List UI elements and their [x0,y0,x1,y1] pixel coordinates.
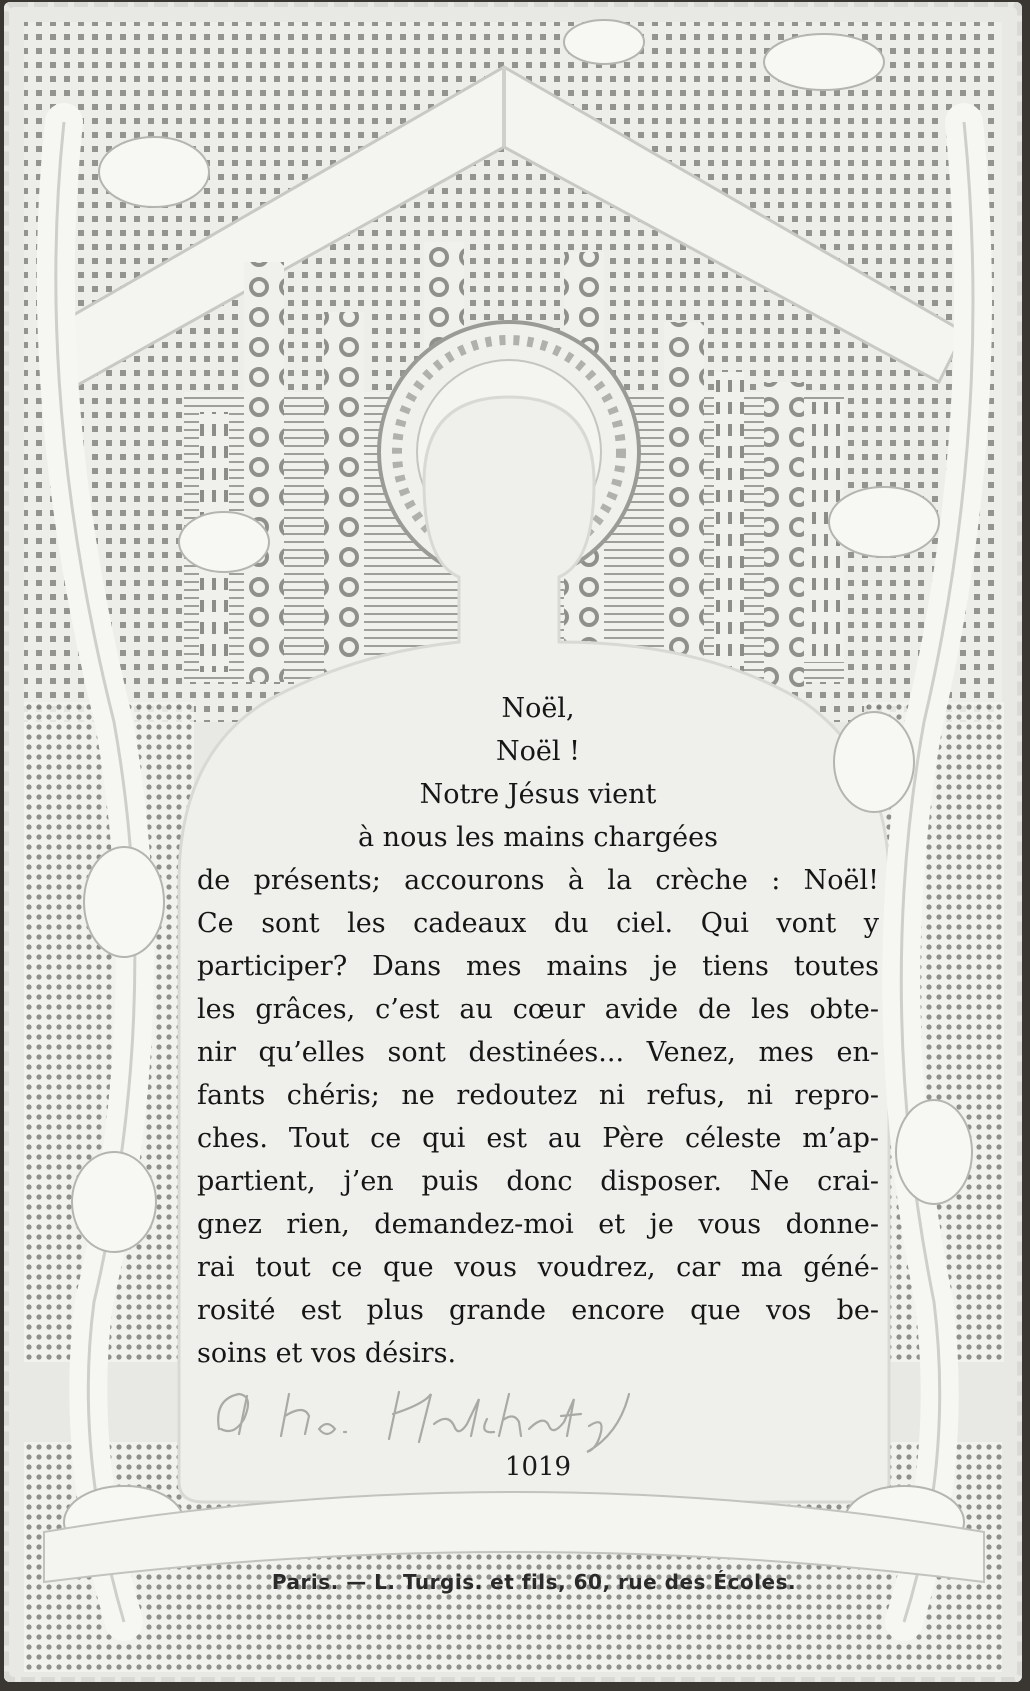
body-line: ches. Tout ce qui est au Père céleste m’ap- [197,1123,879,1154]
body-line: soins et vos désirs. [197,1338,457,1369]
body-line: nir qu’elles sont destinées... Venez, mes en- [197,1037,879,1068]
body-line: de présents; accourons à la crèche : Noël! [197,865,879,896]
handwritten-signature [209,1374,669,1454]
body-line: rosité est plus grande encore que vos be- [197,1295,879,1326]
heading-line-4: à nous les mains chargées [358,822,718,853]
body-line: participer? Dans mes mains je tiens toutes [197,951,879,982]
printer-imprint: Paris. — L. Turgis. et fils, 60, rue des Écoles. [271,1570,797,1594]
body-line: rai tout ce que vous voudrez, car ma géné- [197,1252,879,1283]
heading-line-2: Noël ! [496,736,580,767]
body-line: fants chéris; ne redoutez ni refus, ni repro- [197,1080,879,1111]
card-number: 1019 [504,1452,572,1482]
heading-line-1: Noël, [501,693,575,724]
holy-card [4,2,1022,1682]
body-line: gnez rien, demandez-moi et je vous donne- [197,1209,879,1240]
body-line: les grâces, c’est au cœur avide de les obte- [197,994,879,1025]
body-line: Ce sont les cadeaux du ciel. Qui vont y [197,908,879,939]
body-line: partient, j’en puis donc disposer. Ne crai- [197,1166,879,1197]
heading-line-3: Notre Jésus vient [419,779,657,810]
